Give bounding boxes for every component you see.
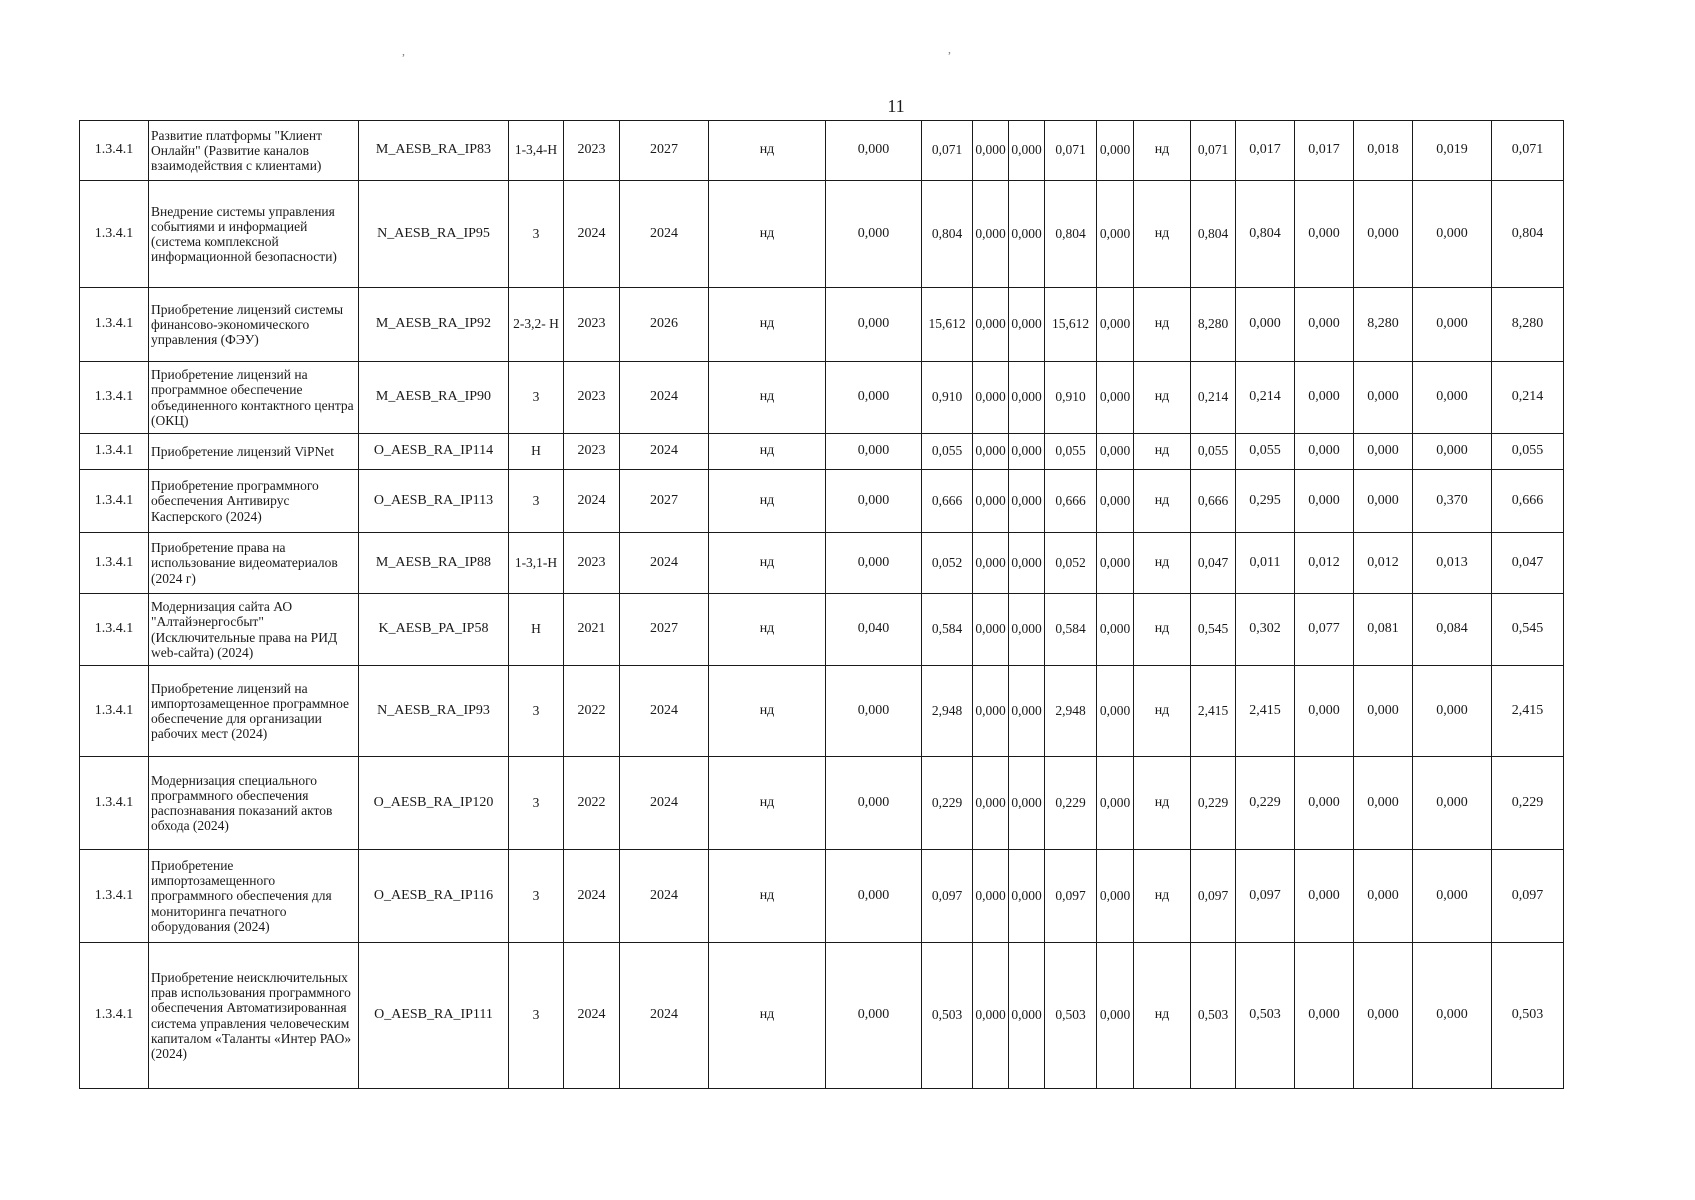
value-7: 0,804	[1191, 181, 1236, 288]
not-available-2: нд	[1134, 362, 1191, 434]
value-4: 0,000	[1009, 121, 1045, 181]
value-1: 0,000	[826, 288, 922, 362]
value-10: 0,000	[1354, 850, 1413, 943]
project-name: Модернизация сайта АО "Алтайэнергосбыт" (Исключительные права на РИД web-сайта) (2024)	[149, 594, 359, 666]
project-name: Приобретение лицензий ViPNet	[149, 434, 359, 470]
row-index: 1.3.4.1	[80, 757, 149, 850]
project-code: M_AESB_RA_IP92	[359, 288, 509, 362]
project-name: Модернизация специального программного обеспечения распознавания показаний актов обхода (2024)	[149, 757, 359, 850]
value-5: 15,612	[1045, 288, 1097, 362]
value-12: 2,415	[1492, 666, 1564, 757]
value-7: 0,055	[1191, 434, 1236, 470]
value-9: 0,000	[1295, 943, 1354, 1089]
value-2: 0,071	[922, 121, 973, 181]
start-year: 2023	[564, 288, 620, 362]
value-6: 0,000	[1097, 943, 1134, 1089]
value-6: 0,000	[1097, 594, 1134, 666]
table-row	[80, 533, 1564, 594]
value-6: 0,000	[1097, 850, 1134, 943]
row-index: 1.3.4.1	[80, 470, 149, 533]
page-number: 11	[887, 96, 905, 116]
not-available-1: нд	[709, 288, 826, 362]
not-available-2: нд	[1134, 121, 1191, 181]
value-11: 0,000	[1413, 943, 1492, 1089]
table-row	[80, 121, 1564, 181]
project-code: K_AESB_PA_IP58	[359, 594, 509, 666]
start-year: 2024	[564, 943, 620, 1089]
project-category: 1-3,4-Н	[509, 121, 564, 181]
value-3: 0,000	[973, 288, 1009, 362]
value-4: 0,000	[1009, 850, 1045, 943]
value-8: 2,415	[1236, 666, 1295, 757]
value-12: 0,047	[1492, 533, 1564, 594]
row-index: 1.3.4.1	[80, 594, 149, 666]
not-available-1: нд	[709, 181, 826, 288]
value-1: 0,000	[826, 666, 922, 757]
value-8: 0,229	[1236, 757, 1295, 850]
not-available-2: нд	[1134, 470, 1191, 533]
start-year: 2024	[564, 470, 620, 533]
value-11: 0,084	[1413, 594, 1492, 666]
value-12: 0,545	[1492, 594, 1564, 666]
value-9: 0,000	[1295, 181, 1354, 288]
value-4: 0,000	[1009, 943, 1045, 1089]
value-1: 0,000	[826, 121, 922, 181]
project-code: O_AESB_RA_IP113	[359, 470, 509, 533]
value-3: 0,000	[973, 470, 1009, 533]
start-year: 2023	[564, 533, 620, 594]
project-name: Приобретение лицензий на программное обеспечение объединенного контактного центра (ОКЦ)	[149, 362, 359, 434]
row-index: 1.3.4.1	[80, 181, 149, 288]
value-5: 0,666	[1045, 470, 1097, 533]
not-available-2: нд	[1134, 181, 1191, 288]
end-year: 2024	[620, 533, 709, 594]
value-3: 0,000	[973, 533, 1009, 594]
table-row	[80, 666, 1564, 757]
value-2: 0,052	[922, 533, 973, 594]
value-2: 0,097	[922, 850, 973, 943]
value-3: 0,000	[973, 434, 1009, 470]
project-category: 3	[509, 850, 564, 943]
project-name: Приобретение лицензий системы финансово-экономического управления (ФЭУ)	[149, 288, 359, 362]
table-row	[80, 850, 1564, 943]
table-row	[80, 757, 1564, 850]
not-available-2: нд	[1134, 757, 1191, 850]
value-10: 0,081	[1354, 594, 1413, 666]
value-10: 0,000	[1354, 434, 1413, 470]
value-8: 0,097	[1236, 850, 1295, 943]
not-available-1: нд	[709, 943, 826, 1089]
value-12: 0,503	[1492, 943, 1564, 1089]
end-year: 2027	[620, 470, 709, 533]
value-4: 0,000	[1009, 288, 1045, 362]
end-year: 2027	[620, 594, 709, 666]
not-available-1: нд	[709, 666, 826, 757]
value-11: 0,000	[1413, 850, 1492, 943]
value-8: 0,302	[1236, 594, 1295, 666]
value-11: 0,000	[1413, 181, 1492, 288]
value-5: 0,910	[1045, 362, 1097, 434]
value-5: 0,804	[1045, 181, 1097, 288]
not-available-2: нд	[1134, 533, 1191, 594]
row-index: 1.3.4.1	[80, 362, 149, 434]
value-10: 8,280	[1354, 288, 1413, 362]
value-3: 0,000	[973, 594, 1009, 666]
value-12: 0,071	[1492, 121, 1564, 181]
value-7: 0,229	[1191, 757, 1236, 850]
value-1: 0,000	[826, 757, 922, 850]
value-3: 0,000	[973, 850, 1009, 943]
value-9: 0,000	[1295, 288, 1354, 362]
value-8: 0,503	[1236, 943, 1295, 1089]
value-6: 0,000	[1097, 533, 1134, 594]
value-7: 0,666	[1191, 470, 1236, 533]
project-name: Приобретение права на использование видеоматериалов (2024 г)	[149, 533, 359, 594]
value-11: 0,000	[1413, 666, 1492, 757]
not-available-1: нд	[709, 362, 826, 434]
row-index: 1.3.4.1	[80, 288, 149, 362]
value-1: 0,000	[826, 362, 922, 434]
project-code: O_AESB_RA_IP111	[359, 943, 509, 1089]
value-4: 0,000	[1009, 757, 1045, 850]
value-2: 0,910	[922, 362, 973, 434]
scan-mark: ,	[402, 44, 405, 58]
value-1: 0,040	[826, 594, 922, 666]
value-8: 0,011	[1236, 533, 1295, 594]
value-4: 0,000	[1009, 470, 1045, 533]
table-row	[80, 362, 1564, 434]
value-12: 0,229	[1492, 757, 1564, 850]
value-7: 8,280	[1191, 288, 1236, 362]
project-name: Приобретение лицензий на импортозамещенное программное обеспечение для организации рабочих мест (2024)	[149, 666, 359, 757]
not-available-1: нд	[709, 533, 826, 594]
value-12: 0,097	[1492, 850, 1564, 943]
row-index: 1.3.4.1	[80, 666, 149, 757]
value-3: 0,000	[973, 666, 1009, 757]
value-10: 0,018	[1354, 121, 1413, 181]
value-8: 0,055	[1236, 434, 1295, 470]
start-year: 2021	[564, 594, 620, 666]
investment-table	[79, 120, 1564, 1089]
not-available-1: нд	[709, 850, 826, 943]
row-index: 1.3.4.1	[80, 434, 149, 470]
value-12: 0,666	[1492, 470, 1564, 533]
end-year: 2026	[620, 288, 709, 362]
value-11: 0,000	[1413, 362, 1492, 434]
value-1: 0,000	[826, 434, 922, 470]
value-6: 0,000	[1097, 666, 1134, 757]
value-1: 0,000	[826, 181, 922, 288]
value-4: 0,000	[1009, 666, 1045, 757]
value-8: 0,295	[1236, 470, 1295, 533]
value-6: 0,000	[1097, 181, 1134, 288]
value-4: 0,000	[1009, 181, 1045, 288]
value-5: 0,055	[1045, 434, 1097, 470]
value-10: 0,000	[1354, 362, 1413, 434]
value-10: 0,000	[1354, 943, 1413, 1089]
value-5: 0,097	[1045, 850, 1097, 943]
value-9: 0,017	[1295, 121, 1354, 181]
value-12: 8,280	[1492, 288, 1564, 362]
value-11: 0,013	[1413, 533, 1492, 594]
project-code: M_AESB_RA_IP83	[359, 121, 509, 181]
project-code: O_AESB_RA_IP114	[359, 434, 509, 470]
end-year: 2024	[620, 757, 709, 850]
value-8: 0,000	[1236, 288, 1295, 362]
value-8: 0,214	[1236, 362, 1295, 434]
not-available-2: нд	[1134, 434, 1191, 470]
start-year: 2022	[564, 757, 620, 850]
value-9: 0,077	[1295, 594, 1354, 666]
value-8: 0,804	[1236, 181, 1295, 288]
not-available-1: нд	[709, 121, 826, 181]
value-8: 0,017	[1236, 121, 1295, 181]
project-category: 2-3,2- Н	[509, 288, 564, 362]
not-available-1: нд	[709, 757, 826, 850]
value-5: 0,229	[1045, 757, 1097, 850]
value-7: 0,214	[1191, 362, 1236, 434]
value-10: 0,000	[1354, 181, 1413, 288]
project-category: 3	[509, 181, 564, 288]
table-row	[80, 943, 1564, 1089]
end-year: 2027	[620, 121, 709, 181]
not-available-2: нд	[1134, 288, 1191, 362]
project-code: O_AESB_RA_IP120	[359, 757, 509, 850]
value-1: 0,000	[826, 470, 922, 533]
value-11: 0,019	[1413, 121, 1492, 181]
project-name: Развитие платформы "Клиент Онлайн" (Развитие каналов взаимодействия с клиентами)	[149, 121, 359, 181]
value-6: 0,000	[1097, 757, 1134, 850]
project-code: N_AESB_RA_IP93	[359, 666, 509, 757]
value-9: 0,000	[1295, 434, 1354, 470]
value-9: 0,000	[1295, 362, 1354, 434]
row-index: 1.3.4.1	[80, 533, 149, 594]
value-2: 0,804	[922, 181, 973, 288]
not-available-2: нд	[1134, 666, 1191, 757]
value-6: 0,000	[1097, 470, 1134, 533]
value-2: 2,948	[922, 666, 973, 757]
start-year: 2022	[564, 666, 620, 757]
value-10: 0,000	[1354, 666, 1413, 757]
project-category: 3	[509, 943, 564, 1089]
row-index: 1.3.4.1	[80, 121, 149, 181]
project-category: Н	[509, 594, 564, 666]
value-11: 0,000	[1413, 434, 1492, 470]
value-5: 0,584	[1045, 594, 1097, 666]
not-available-2: нд	[1134, 594, 1191, 666]
value-4: 0,000	[1009, 594, 1045, 666]
value-3: 0,000	[973, 362, 1009, 434]
value-11: 0,000	[1413, 757, 1492, 850]
value-12: 0,055	[1492, 434, 1564, 470]
value-1: 0,000	[826, 850, 922, 943]
value-10: 0,012	[1354, 533, 1413, 594]
project-code: N_AESB_RA_IP95	[359, 181, 509, 288]
value-3: 0,000	[973, 757, 1009, 850]
start-year: 2023	[564, 434, 620, 470]
value-6: 0,000	[1097, 362, 1134, 434]
value-7: 0,545	[1191, 594, 1236, 666]
value-6: 0,000	[1097, 288, 1134, 362]
value-4: 0,000	[1009, 434, 1045, 470]
project-category: 1-3,1-Н	[509, 533, 564, 594]
project-name: Приобретение неисключительных прав использования программного обеспечения Автоматизированная система управления человеческим капиталом «Таланты «Интер РАО» (2024)	[149, 943, 359, 1089]
value-12: 0,214	[1492, 362, 1564, 434]
project-code: O_AESB_RA_IP116	[359, 850, 509, 943]
table-row	[80, 181, 1564, 288]
value-7: 0,071	[1191, 121, 1236, 181]
project-code: M_AESB_RA_IP90	[359, 362, 509, 434]
value-7: 0,047	[1191, 533, 1236, 594]
value-6: 0,000	[1097, 121, 1134, 181]
value-4: 0,000	[1009, 362, 1045, 434]
table-row	[80, 434, 1564, 470]
value-2: 0,503	[922, 943, 973, 1089]
value-5: 2,948	[1045, 666, 1097, 757]
project-name: Приобретение импортозамещенного программного обеспечения для мониторинга печатного оборудования (2024)	[149, 850, 359, 943]
value-2: 0,055	[922, 434, 973, 470]
table-row	[80, 470, 1564, 533]
value-3: 0,000	[973, 121, 1009, 181]
end-year: 2024	[620, 362, 709, 434]
value-12: 0,804	[1492, 181, 1564, 288]
start-year: 2024	[564, 850, 620, 943]
start-year: 2023	[564, 121, 620, 181]
value-9: 0,000	[1295, 757, 1354, 850]
project-category: 3	[509, 757, 564, 850]
value-2: 0,666	[922, 470, 973, 533]
table-row	[80, 288, 1564, 362]
value-1: 0,000	[826, 533, 922, 594]
value-9: 0,000	[1295, 470, 1354, 533]
not-available-2: нд	[1134, 943, 1191, 1089]
end-year: 2024	[620, 434, 709, 470]
value-7: 0,503	[1191, 943, 1236, 1089]
row-index: 1.3.4.1	[80, 943, 149, 1089]
table-row	[80, 594, 1564, 666]
value-5: 0,503	[1045, 943, 1097, 1089]
value-11: 0,370	[1413, 470, 1492, 533]
end-year: 2024	[620, 666, 709, 757]
not-available-1: нд	[709, 470, 826, 533]
end-year: 2024	[620, 181, 709, 288]
value-9: 0,000	[1295, 666, 1354, 757]
start-year: 2024	[564, 181, 620, 288]
value-3: 0,000	[973, 943, 1009, 1089]
not-available-1: нд	[709, 434, 826, 470]
not-available-2: нд	[1134, 850, 1191, 943]
project-name: Приобретение программного обеспечения Антивирус Касперского (2024)	[149, 470, 359, 533]
value-9: 0,000	[1295, 850, 1354, 943]
project-category: 3	[509, 470, 564, 533]
value-1: 0,000	[826, 943, 922, 1089]
project-code: M_AESB_RA_IP88	[359, 533, 509, 594]
project-name: Внедрение системы управления событиями и информацией (система комплексной информационной безопасности)	[149, 181, 359, 288]
project-category: Н	[509, 434, 564, 470]
project-category: 3	[509, 666, 564, 757]
scan-mark: ,	[948, 42, 951, 56]
end-year: 2024	[620, 943, 709, 1089]
value-5: 0,052	[1045, 533, 1097, 594]
value-2: 0,229	[922, 757, 973, 850]
value-4: 0,000	[1009, 533, 1045, 594]
value-2: 15,612	[922, 288, 973, 362]
value-10: 0,000	[1354, 470, 1413, 533]
value-9: 0,012	[1295, 533, 1354, 594]
not-available-1: нд	[709, 594, 826, 666]
value-7: 0,097	[1191, 850, 1236, 943]
value-5: 0,071	[1045, 121, 1097, 181]
row-index: 1.3.4.1	[80, 850, 149, 943]
value-10: 0,000	[1354, 757, 1413, 850]
value-11: 0,000	[1413, 288, 1492, 362]
value-2: 0,584	[922, 594, 973, 666]
value-6: 0,000	[1097, 434, 1134, 470]
value-7: 2,415	[1191, 666, 1236, 757]
value-3: 0,000	[973, 181, 1009, 288]
end-year: 2024	[620, 850, 709, 943]
start-year: 2023	[564, 362, 620, 434]
project-category: 3	[509, 362, 564, 434]
